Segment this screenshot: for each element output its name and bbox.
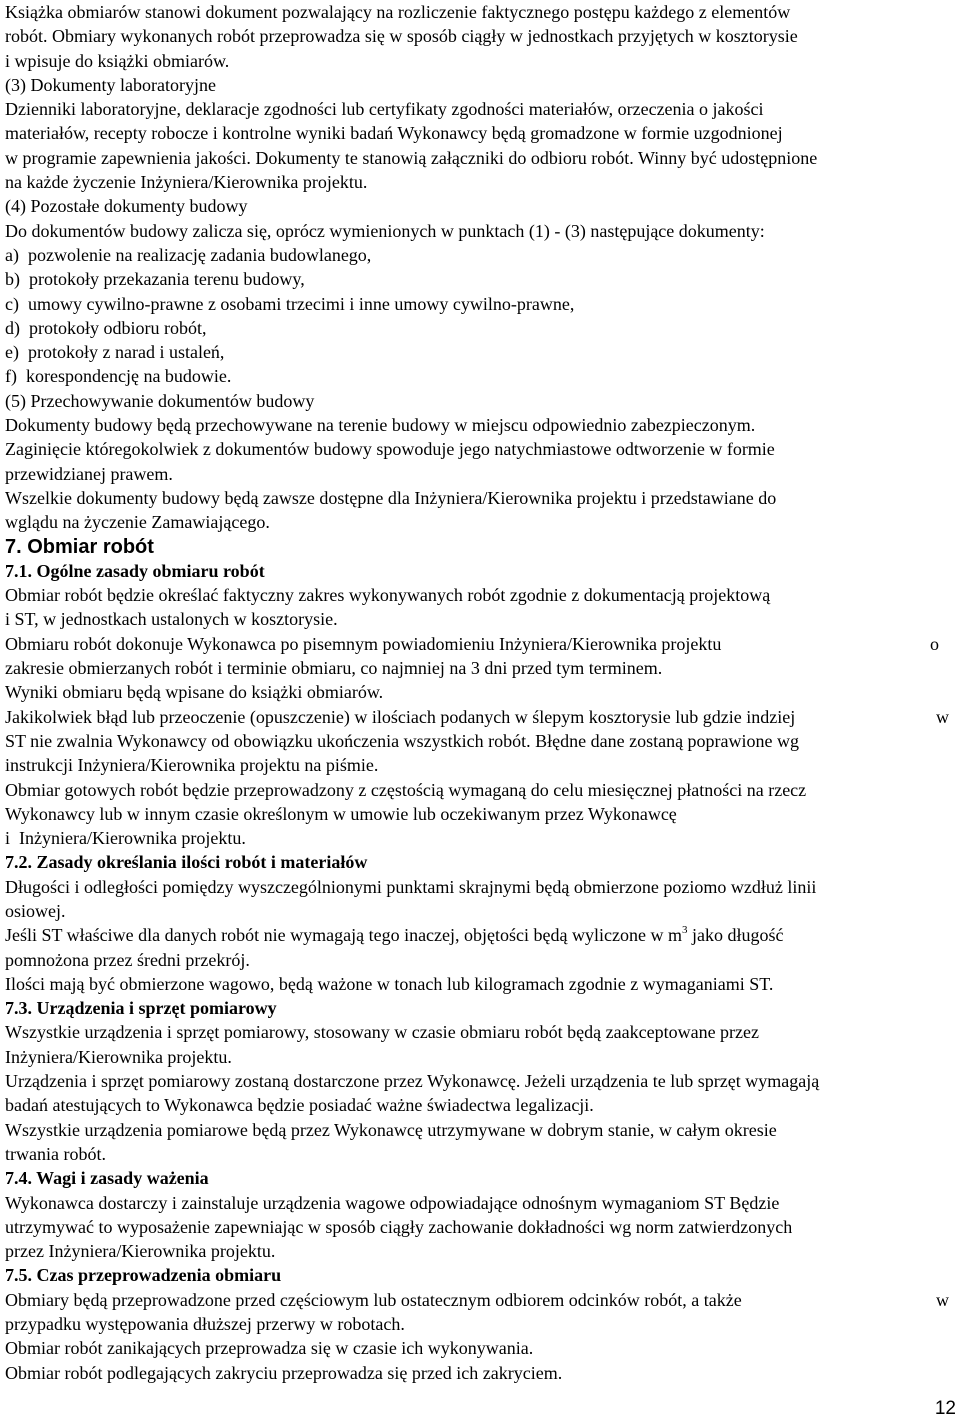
paragraph-line: Inżyniera/Kierownika projektu. <box>5 1046 232 1067</box>
paragraph-line <box>5 705 957 729</box>
paragraph-line: Książka obmiarów stanowi dokument pozwalający na rozliczenie faktycznego postępu każdego z elementów <box>5 2 791 22</box>
paragraph-line <box>5 923 957 947</box>
paragraph-line: Urządzenia i sprzęt pomiarowy zostaną dostarczone przez Wykonawcę. Jeżeli urządzenia te lub sprzęt wymagają <box>5 1071 820 1092</box>
paragraph-line: Obmiar robót będzie określać faktyczny zakres wykonywanych robót zgodnie z dokumentacją projektową <box>5 585 771 606</box>
paragraph-line: Ilości mają być obmierzone wagowo, będą ważone w tonach lub kilogramach zgodnie z wymaganiami ST. <box>5 973 774 994</box>
list-item: f) korespondencję na budowie. <box>5 366 232 387</box>
page-number: 12 <box>934 1398 956 1419</box>
subsection-heading: (4) Pozostałe dokumenty budowy <box>5 196 248 217</box>
paragraph-line: badań atestujących to Wykonawca będzie posiadać ważne świadectwa legalizacji. <box>5 1095 594 1116</box>
section-heading: 7. Obmiar robót <box>5 535 154 558</box>
line-tail: w <box>936 706 949 727</box>
paragraph-line: Obmiar robót podlegających zakryciu przeprowadza się przed ich zakryciem. <box>5 1362 563 1383</box>
subsection-heading: (5) Przechowywanie dokumentów budowy <box>5 390 315 411</box>
paragraph-line <box>5 1288 957 1312</box>
paragraph-line: Obmiar gotowych robót będzie przeprowadzony z częstością wymaganą do celu miesięcznej płatności na rzecz <box>5 779 807 800</box>
paragraph-line: Wykonawcy lub w innym czasie określonym w umowie lub oczekiwanym przez Wykonawcę <box>5 803 677 824</box>
line-text: Obmiaru robót dokonuje Wykonawca po pisemnym powiadomieniu Inżyniera/Kierownika projektu <box>5 633 722 654</box>
paragraph-line: Obmiar robót zanikających przeprowadza się w czasie ich wykonywania. <box>5 1338 534 1359</box>
paragraph-line <box>5 632 957 656</box>
paragraph-line: wglądu na życzenie Zamawiającego. <box>5 512 270 533</box>
paragraph-line: robót. Obmiary wykonanych robót przeprowadza się w sposób ciągły w jednostkach przyjętych w kosztorysie <box>5 26 798 47</box>
paragraph-line: Wykonawca dostarczy i zainstaluje urządzenia wagowe odpowiadające odnośnym wymaganiom ST Będzie <box>5 1192 780 1213</box>
paragraph-line: materiałów, recepty robocze i kontrolne wyniki badań Wykonawcy będą gromadzone w formie uzgodnionej <box>5 123 783 144</box>
list-item: b) protokoły przekazania terenu budowy, <box>5 269 305 290</box>
paragraph-line: przewidzianej prawem. <box>5 463 173 484</box>
paragraph-line: Zaginięcie któregokolwiek z dokumentów budowy spowoduje jego natychmiastowe odtworzenie w formie <box>5 439 775 460</box>
superscript: 3 <box>681 924 688 937</box>
section-heading: 7.5. Czas przeprowadzenia obmiaru <box>5 1265 282 1286</box>
line-text: Jeśli ST właściwe dla danych robót nie wymagają tego inaczej, objętości będą wyliczone w m <box>5 925 682 946</box>
paragraph-line: na każde życzenie Inżyniera/Kierownika projektu. <box>5 172 368 193</box>
paragraph-line: Dokumenty budowy będą przechowywane na terenie budowy w miejscu odpowiednio zabezpieczonym. <box>5 415 756 436</box>
line-text: Obmiary będą przeprowadzone przed częściowym lub ostatecznym odbiorem odcinków robót, a także <box>5 1289 742 1310</box>
paragraph-line: osiowej. <box>5 900 66 921</box>
line-text: Jakikolwiek błąd lub przeoczenie (opuszczenie) w ilościach podanych w ślepym kosztorysie lub gdzie indziej <box>5 706 796 727</box>
list-item: c) umowy cywilno-prawne z osobami trzecimi i inne umowy cywilno-prawne, <box>5 293 575 314</box>
paragraph-line: przypadku występowania dłuższej przerwy w robotach. <box>5 1314 405 1335</box>
paragraph-line: Wszystkie urządzenia pomiarowe będą przez Wykonawcę utrzymywane w dobrym stanie, w całym okresie <box>5 1119 777 1140</box>
paragraph-line: Wszelkie dokumenty budowy będą zawsze dostępne dla Inżyniera/Kierownika projektu i przedstawiane do <box>5 487 777 508</box>
section-heading: 7.1. Ogólne zasady obmiaru robót <box>5 560 265 581</box>
section-heading: 7.4. Wagi i zasady ważenia <box>5 1168 209 1189</box>
paragraph-line: w programie zapewnienia jakości. Dokumenty te stanowią załączniki do odbioru robót. Winny być udostępnione <box>5 147 818 168</box>
list-item: d) protokoły odbioru robót, <box>5 317 207 338</box>
list-item: e) protokoły z narad i ustaleń, <box>5 342 225 363</box>
paragraph-line: Wyniki obmiaru będą wpisane do książki obmiarów. <box>5 682 384 703</box>
document-page <box>5 0 957 1385</box>
paragraph-line: trwania robót. <box>5 1143 106 1164</box>
line-tail: w <box>936 1289 949 1310</box>
paragraph-line: Dzienniki laboratoryjne, deklaracje zgodności lub certyfikaty zgodności materiałów, orzeczenia o jakości <box>5 99 764 120</box>
paragraph-line: i Inżyniera/Kierownika projektu. <box>5 828 246 849</box>
paragraph-line: Wszystkie urządzenia i sprzęt pomiarowy, stosowany w czasie obmiaru robót będą zaakceptowane przez <box>5 1022 760 1043</box>
paragraph-line: przez Inżyniera/Kierownika projektu. <box>5 1241 276 1262</box>
paragraph-line: pomnożona przez średni przekrój. <box>5 949 250 970</box>
paragraph-line: Długości i odległości pomiędzy wyszczególnionymi punktami skrajnymi będą obmierzone poziomo wzdłuż linii <box>5 876 817 897</box>
paragraph-line: i ST, w jednostkach ustalonych w kosztorysie. <box>5 609 338 630</box>
paragraph-line: i wpisuje do książki obmiarów. <box>5 50 230 71</box>
line-text: jako długość <box>687 925 784 946</box>
section-heading: 7.3. Urządzenia i sprzęt pomiarowy <box>5 998 277 1019</box>
subsection-heading: (3) Dokumenty laboratoryjne <box>5 74 216 95</box>
paragraph-line: zakresie obmierzanych robót i terminie obmiaru, co najmniej na 3 dni przed tym terminem. <box>5 658 663 679</box>
paragraph-line: utrzymywać to wyposażenie zapewniając w sposób ciągły zachowanie dokładności wg norm zatwierdzonych <box>5 1216 793 1237</box>
paragraph-line: instrukcji Inżyniera/Kierownika projektu na piśmie. <box>5 755 379 776</box>
paragraph-line: Do dokumentów budowy zalicza się, oprócz wymienionych w punktach (1) - (3) następujące dokumenty: <box>5 220 765 241</box>
paragraph-line: ST nie zwalnia Wykonawcy od obowiązku ukończenia wszystkich robót. Błędne dane zostaną poprawione wg <box>5 730 800 751</box>
line-tail: o <box>930 633 939 654</box>
list-item: a) pozwolenie na realizację zadania budowlanego, <box>5 244 372 265</box>
section-heading: 7.2. Zasady określania ilości robót i materiałów <box>5 852 368 873</box>
